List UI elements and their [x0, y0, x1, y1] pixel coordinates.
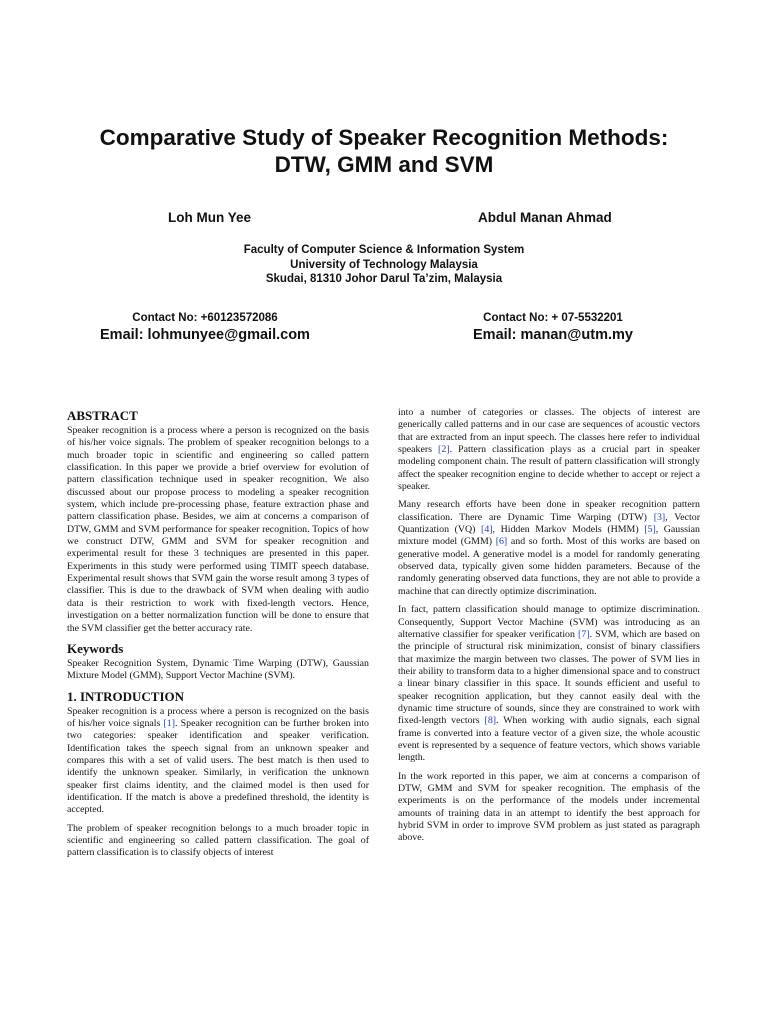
introduction-heading: 1. INTRODUCTION [67, 688, 185, 704]
citation-link[interactable]: [2] [438, 444, 450, 456]
title-line-1: Comparative Study of Speaker Recognition Methods: [99, 125, 669, 150]
abstract-text: Speaker recognition is a process where a person is recognized on the basis of his/her voice signals. The problem of speaker recognition belongs to a much broader topic in scientific and engineering so called pattern classification. In this paper we provide a brief overview for evolution of pattern classification technique used in speaker recognition. We also discussed about our propose process to modeling a speaker recognition system, which include pre-processing phase, feature extraction phase and pattern classification phase. Besides, we aim at concerns a comparison of DTW, GMM and SVM performance for speaker recognition. Topics of how we construct DTW, GMM and SVM for speaker recognition and experimental result for these 3 techniques are presented in this paper. Experiments in this study were performed using TIMIT speech database. Experimental result shows that SVM gain the worse result among 3 types of classifier. This is due to the drawback of SVM when dealing with audio data is their restriction to work with fixed-length vectors. Hence, investigation on a better normalization function will be done to ensure that the SVM classifier get the better accuracy rate. [67, 425, 369, 634]
right-paragraph-2: Many research efforts have been done in speaker recognition pattern classification. There are Dynamic Time Warping (DTW) [3], Vector Quantization (VQ) [4], Hidden Markov Models (HMM) [5], Gaussian mixture model (GMM) [6] and so forth. Most of this works are based on generative model. A generative model is a model for randomly generating observed data, typically given some hidden parameters. Because of the randomly generating observed data functions, they are not able to provide a machine that can directly optimize discrimination. [398, 499, 701, 597]
abstract-heading: ABSTRACT [67, 408, 138, 423]
citation-link[interactable]: [1] [163, 717, 176, 729]
affiliation-line-3: Skudai, 81310 Johor Darul Ta’zim, Malaysia [265, 273, 503, 285]
author-1-email: Email: lohmunyee@gmail.com [100, 327, 310, 343]
citation-link[interactable]: [7] [578, 628, 590, 640]
title-line-2: DTW, GMM and SVM [274, 152, 494, 177]
citation-link[interactable]: [6] [495, 536, 508, 548]
right-paragraph-1: into a number of categories or classes. The objects of interest are generically called patterns and in our case are sequences of acoustic vectors that are extracted from an input speech. The classes here refer to individual speakers [2]. Pattern classification plays as a crucial part in speaker modeling component chain. The result of pattern classification will strongly affect the speaker recognition engine to decide whether to accept or reject a speaker. [398, 407, 701, 493]
author-2-name: Abdul Manan Ahmad [478, 210, 612, 225]
author-1-contact: Contact No: +60123572086 [132, 312, 278, 324]
affiliation [0, 243, 768, 287]
paper-title [0, 124, 768, 178]
keywords-heading: Keywords [67, 640, 124, 656]
right-paragraph-4: In the work reported in this paper, we aim at concerns a comparison of DTW, GMM and SVM for speaker recognition. The emphasis of the experiments is on the performance of the models under incremental amounts of training data in an attempt to identify the best approach for hybrid SVM in order to improve SVM problem as just stated as paragraph above. [398, 770, 700, 844]
author-2-contact-block [428, 310, 678, 344]
introduction-paragraph-2: The problem of speaker recognition belongs to a much broader topic in scientific and engineering so called pattern classification. The goal of pattern classification is to classify objects of interest [67, 822, 369, 859]
author-2-email: Email: manan@utm.my [473, 327, 633, 343]
citation-link[interactable]: [3] [653, 511, 666, 523]
affiliation-line-2: University of Technology Malaysia [290, 258, 478, 271]
author-2-contact: Contact No: + 07-5532201 [483, 312, 623, 324]
author-1-name: Loh Mun Yee [168, 210, 252, 225]
citation-link[interactable]: [8] [484, 715, 497, 727]
left-column [67, 408, 369, 866]
right-column [398, 407, 700, 851]
citation-link[interactable]: [5] [644, 524, 656, 536]
citation-link[interactable]: [4] [481, 524, 493, 536]
introduction-paragraph-1: Speaker recognition is a process where a person is recognized on the basis of his/her voice signals [1]. Speaker recognition can be further broken into two categories: speaker identification and speaker verification. Identification takes the speech signal from an unknown speaker and compares this with a set of valid users. The best match is then used to identify the unknown speaker. Similarly, in verification the unknown speaker first claims identity, and the claimed model is then used for identification. If the match is above a predefined threshold, the identity is accepted. [67, 705, 369, 816]
keywords-text: Speaker Recognition System, Dynamic Time Warping (DTW), Gaussian Mixture Model (GMM), Support Vector Machine (SVM). [67, 657, 369, 682]
right-paragraph-3: In fact, pattern classification should manage to optimize discrimination. Consequently, Support Vector Machine (SVM) was introducing as an alternative classifier for speaker verification [7]. SVM, which are based on the principle of structural risk minimization, consist of binary classifiers that maximize the margin between two classes. The power of SVM lies in their ability to transform data to a higher dimensional space and to construct a linear binary classifier in this space. It sounds efficient and useful to speaker recognition application, but they cannot easily deal with the dynamic time structure of sounds, since they are constrained to work with fixed-length vectors [8]. When working with audio signals, each signal frame is converted into a feature vector of a given size, the whole acoustic event is represented by a sequence of feature vectors, which shows variable length. [398, 604, 700, 764]
affiliation-line-1: Faculty of Computer Science & Information System [243, 244, 525, 256]
author-1-contact-block [80, 310, 330, 344]
